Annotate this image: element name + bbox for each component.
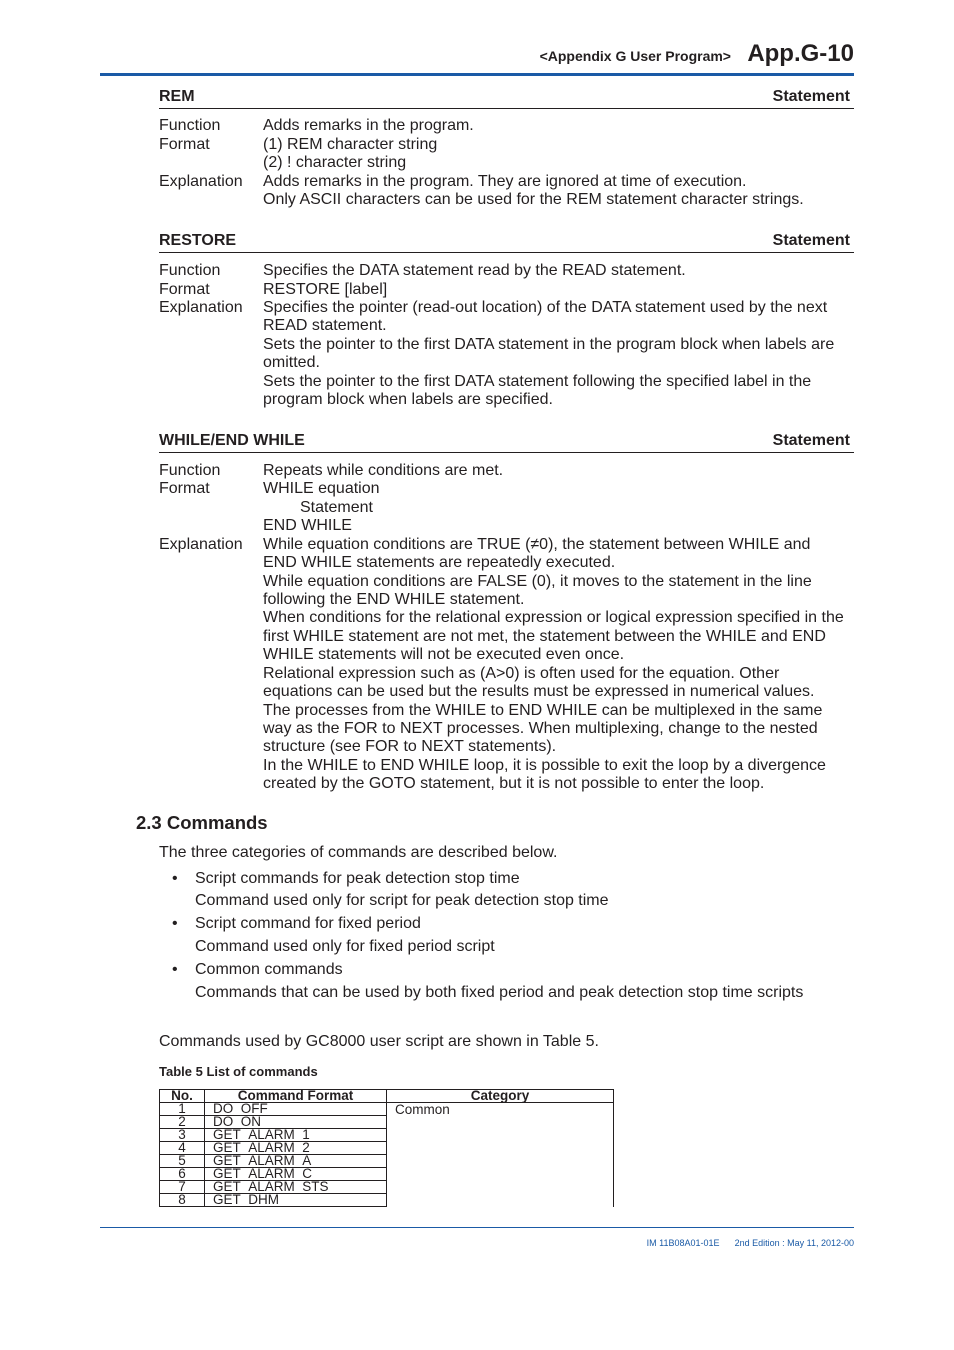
row-number: 2: [160, 1116, 205, 1129]
rem-section-title: [159, 88, 854, 109]
row-number: 5: [160, 1155, 205, 1168]
while-name: WHILE/END WHILE: [159, 432, 305, 449]
command-format: GET_ALARM_1: [205, 1129, 387, 1142]
rem-kind: Statement: [772, 88, 850, 105]
restore-kind: Statement: [772, 232, 850, 249]
header-section-title: <Appendix G User Program>: [539, 48, 731, 64]
rem-format-label: Format: [159, 136, 210, 153]
rem-name: REM: [159, 88, 195, 105]
bullet-item-title: Script commands for peak detection stop time: [195, 870, 520, 887]
footer-divider: [100, 1227, 854, 1228]
bullet-item-desc: Command used only for script for peak detection stop time: [195, 892, 609, 909]
commands-heading: 2.3 Commands: [136, 812, 268, 833]
while-explanation-line: first WHILE statement are not met, the statement between the WHILE and END: [263, 628, 826, 645]
bullet-item-title: Script command for fixed period: [195, 915, 421, 932]
while-kind: Statement: [772, 432, 850, 449]
while-explanation-line: following the END WHILE statement.: [263, 591, 525, 608]
commands-intro: The three categories of commands are described below.: [159, 844, 558, 861]
column-header-command-format: Command Format: [205, 1090, 387, 1103]
while-explanation-line: In the WHILE to END WHILE loop, it is possible to exit the loop by a divergence: [263, 757, 826, 774]
while-explanation-line: equations can be used but the results must be expressed in numerical values.: [263, 683, 815, 700]
while-format-line: WHILE equation: [263, 480, 380, 497]
row-number: 1: [160, 1103, 205, 1116]
row-number: 3: [160, 1129, 205, 1142]
command-format: GET_ALARM_A: [205, 1155, 387, 1168]
bullet-marker: •: [172, 870, 178, 887]
commands-table: [159, 1089, 614, 1207]
while-explanation-line: The processes from the WHILE to END WHILE can be multiplexed in the same: [263, 702, 823, 719]
column-header-category: Category: [387, 1090, 614, 1103]
restore-function-label: Function: [159, 262, 221, 279]
footer-edition: 2nd Edition : May 11, 2012-00: [734, 1238, 854, 1248]
while-function-text: Repeats while conditions are met.: [263, 462, 504, 479]
while-explanation-line: While equation conditions are TRUE (≠0), the statement between WHILE and: [263, 536, 811, 553]
rem-function-label: Function: [159, 117, 221, 134]
header-page-number: App.G-10: [747, 40, 854, 67]
rem-explanation-line: Only ASCII characters can be used for the REM statement character strings.: [263, 191, 804, 208]
row-number: 8: [160, 1194, 205, 1207]
restore-explanation-line: Specifies the pointer (read-out location) of the DATA statement used by the next: [263, 299, 828, 316]
while-explanation-line: structure (see FOR to NEXT statements).: [263, 738, 557, 755]
restore-explanation-line: Sets the pointer to the first DATA statement following the specified label in the: [263, 373, 812, 390]
bullet-item-desc: Command used only for fixed period script: [195, 938, 495, 955]
column-header-no: No.: [160, 1090, 205, 1103]
row-number: 6: [160, 1168, 205, 1181]
header-divider: [100, 73, 854, 76]
table-reference-text: Commands used by GC8000 user script are shown in Table 5.: [159, 1033, 599, 1050]
rem-explanation-label: Explanation: [159, 173, 243, 190]
restore-section-title: [159, 232, 854, 253]
command-format: GET_ALARM_2: [205, 1142, 387, 1155]
command-format: GET_ALARM_STS: [205, 1181, 387, 1194]
footer: [647, 1238, 854, 1248]
restore-function-text: Specifies the DATA statement read by the READ statement.: [263, 262, 686, 279]
restore-format-text: RESTORE [label]: [263, 281, 388, 298]
bullet-marker: •: [172, 961, 178, 978]
restore-explanation-line: Sets the pointer to the first DATA statement in the program block when labels are: [263, 336, 835, 353]
command-format: DO_ON: [205, 1116, 387, 1129]
while-explanation-line: Relational expression such as (A>0) is often used for the equation. Other: [263, 665, 780, 682]
while-section-title: [159, 432, 854, 453]
while-format-line: Statement: [300, 499, 373, 516]
restore-format-label: Format: [159, 281, 210, 298]
command-format: GET_ALARM_C: [205, 1168, 387, 1181]
while-explanation-line: created by the GOTO statement, but it is not possible to enter the loop.: [263, 775, 765, 792]
rem-format-line: (2) ! character string: [263, 154, 407, 171]
bullet-item-title: Common commands: [195, 961, 343, 978]
footer-doc-number: IM 11B08A01-01E: [646, 1238, 720, 1248]
restore-explanation-line: program block when labels are specified.: [263, 391, 553, 408]
rem-explanation-line: Adds remarks in the program. They are ignored at time of execution.: [263, 173, 747, 190]
bullet-marker: •: [172, 915, 178, 932]
restore-explanation-label: Explanation: [159, 299, 243, 316]
category-cell: Common: [387, 1103, 614, 1207]
rem-format-line: (1) REM character string: [263, 136, 438, 153]
while-explanation-line: While equation conditions are FALSE (0), it moves to the statement in the line: [263, 573, 812, 590]
restore-name: RESTORE: [159, 232, 237, 249]
command-format: DO_OFF: [205, 1103, 387, 1116]
while-explanation-line: END WHILE statements are repeatedly executed.: [263, 554, 616, 571]
while-explanation-line: When conditions for the relational expression or logical expression specified in the: [263, 609, 844, 626]
while-explanation-label: Explanation: [159, 536, 243, 553]
row-number: 4: [160, 1142, 205, 1155]
while-format-label: Format: [159, 480, 210, 497]
restore-explanation-line: READ statement.: [263, 317, 387, 334]
bullet-item-desc: Commands that can be used by both fixed period and peak detection stop time scripts: [195, 984, 804, 1001]
command-format: GET_DHM: [205, 1194, 387, 1207]
rem-function-text: Adds remarks in the program.: [263, 117, 474, 134]
restore-explanation-line: omitted.: [263, 354, 320, 371]
while-format-line: END WHILE: [263, 517, 352, 534]
while-explanation-line: way as the FOR to NEXT processes. When multiplexing, change to the nested: [263, 720, 818, 737]
while-function-label: Function: [159, 462, 221, 479]
row-number: 7: [160, 1181, 205, 1194]
while-explanation-line: WHILE statements will not be executed even once.: [263, 646, 625, 663]
table-caption: Table 5 List of commands: [159, 1064, 318, 1079]
